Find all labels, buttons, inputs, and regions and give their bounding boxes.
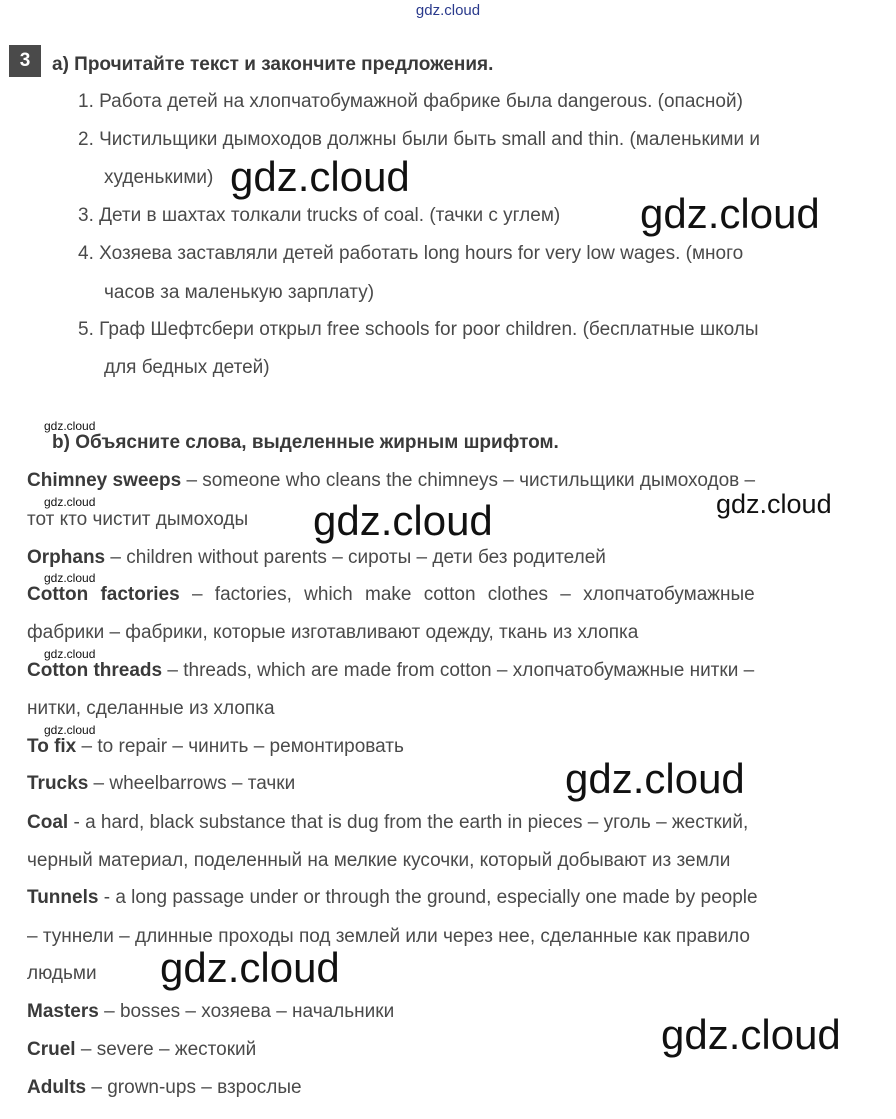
- word-entry: [27, 547, 606, 569]
- word-term: Tunnels: [27, 887, 99, 908]
- word-entry: [27, 1001, 394, 1023]
- watermark: gdz.cloud: [565, 755, 745, 802]
- a-item-2: 2. Чистильщики дымоходов должны были быть small and thin. (маленькими и: [78, 129, 760, 150]
- word-definition: – factories, which make cotton clothes – хлопчатобумажные: [179, 584, 755, 605]
- part-a-title: a) Прочитайте текст и закончите предложения.: [52, 54, 494, 75]
- a-item-4-cont: часов за маленькую зарплату): [104, 282, 375, 303]
- watermark: gdz.cloud: [313, 497, 493, 544]
- watermark: gdz.cloud: [230, 153, 410, 200]
- word-term: Orphans: [27, 547, 106, 568]
- word-definition: – grown-ups – взрослые: [86, 1077, 302, 1098]
- a-item-3: 3. Дети в шахтах толкали trucks of coal. (тачки с углем): [78, 205, 561, 226]
- a-item-1: 1. Работа детей на хлопчатобумажной фабрике была dangerous. (опасной): [78, 91, 743, 112]
- watermark: gdz.cloud: [44, 723, 96, 737]
- word-entry: [27, 887, 758, 909]
- watermark: gdz.cloud: [44, 495, 96, 509]
- watermark: gdz.cloud: [44, 647, 96, 661]
- word-definition: – children without parents – сироты – дети без родителей: [105, 547, 606, 568]
- word-term: Masters: [27, 1001, 99, 1022]
- word-term: Cotton factories: [27, 584, 180, 605]
- watermark: gdz.cloud: [661, 1011, 841, 1058]
- word-definition: - a hard, black substance that is dug from the earth in pieces – уголь – жесткий,: [68, 812, 749, 833]
- exercise-number-badge: 3: [9, 45, 41, 77]
- a-item-5: 5. Граф Шефтсбери открыл free schools for poor children. (бесплатные школы: [78, 319, 759, 340]
- word-term: Trucks: [27, 773, 89, 794]
- word-definition: – to repair – чинить – ремонтировать: [76, 736, 404, 757]
- word-term: Cotton threads: [27, 660, 163, 681]
- part-b-title: b) Объясните слова, выделенные жирным шрифтом.: [52, 432, 559, 453]
- word-entry: [27, 773, 295, 795]
- word-definition-cont: людьми: [27, 963, 97, 984]
- word-definition: – bosses – хозяева – начальники: [98, 1001, 395, 1022]
- word-entry: [27, 660, 754, 682]
- watermark: gdz.cloud: [160, 944, 340, 991]
- word-entry: [27, 584, 884, 606]
- a-item-5-cont: для бедных детей): [104, 357, 270, 378]
- word-definition: – wheelbarrows – тачки: [88, 773, 296, 794]
- word-definition: – someone who cleans the chimneys – чистильщики дымоходов –: [181, 470, 756, 491]
- word-definition-cont: фабрики – фабрики, которые изготавливают одежду, ткань из хлопка: [27, 622, 639, 643]
- watermark: gdz.cloud: [716, 489, 832, 519]
- word-definition-cont: нитки, сделанные из хлопка: [27, 698, 275, 719]
- word-entry: [27, 1077, 302, 1099]
- word-definition-cont: – туннели – длинные проходы под землей или через нее, сделанные как правило: [27, 926, 750, 947]
- word-definition-cont: черный материал, поделенный на мелкие кусочки, который добывают из земли: [27, 850, 731, 871]
- word-entry: [27, 812, 748, 834]
- word-term: Chimney sweeps: [27, 470, 182, 491]
- word-definition: – threads, which are made from cotton – хлопчатобумажные нитки –: [162, 660, 755, 681]
- word-entry: [27, 736, 404, 758]
- word-term: Adults: [27, 1077, 87, 1098]
- word-entry: [27, 1039, 256, 1061]
- watermark: gdz.cloud: [640, 190, 820, 237]
- word-definition: - a long passage under or through the ground, especially one made by people: [98, 887, 758, 908]
- a-item-2-cont: худенькими): [104, 167, 214, 188]
- top-watermark: gdz.cloud: [415, 2, 481, 19]
- a-item-4: 4. Хозяева заставляли детей работать long hours for very low wages. (много: [78, 243, 744, 264]
- word-term: To fix: [27, 736, 77, 757]
- word-definition-cont: тот кто чистит дымоходы: [27, 509, 249, 530]
- word-term: Cruel: [27, 1039, 76, 1060]
- word-definition: – severe – жестокий: [75, 1039, 257, 1060]
- word-term: Coal: [27, 812, 69, 833]
- watermark: gdz.cloud: [44, 419, 96, 433]
- watermark: gdz.cloud: [44, 571, 96, 585]
- word-entry: [27, 470, 755, 492]
